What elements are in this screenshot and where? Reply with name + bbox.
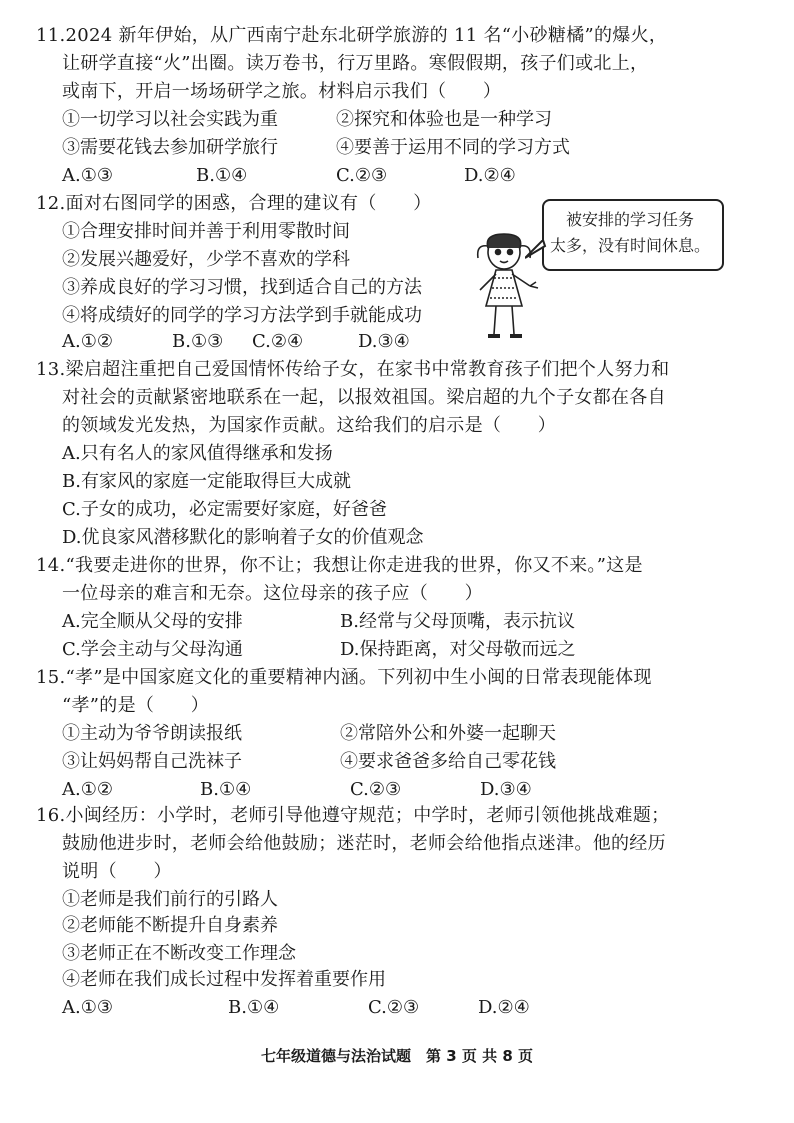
q14-stem-line-1: 14.“我要走进你的世界，你不让；我想让你走进我的世界，你又不来。”这是 <box>36 555 643 576</box>
q12-stem: 12.面对右图同学的困惑，合理的建议有（ ） <box>36 193 432 214</box>
q15-choice-a: A.①② <box>62 779 113 800</box>
q11-item-4: ④要善于运用不同的学习方式 <box>336 137 570 158</box>
q11-item-2: ②探究和体验也是一种学习 <box>336 109 552 130</box>
q15-stem-line-1: 15.“孝”是中国家庭文化的重要精神内涵。下列初中生小闽的日常表现能体现 <box>36 667 652 688</box>
q11-stem-line-3: 或南下，开启一场场研学之旅。材料启示我们（ ） <box>62 81 502 102</box>
q12-choice-c: C.②④ <box>252 331 304 352</box>
q13-choice-d: D.优良家风潜移默化的影响着子女的价值观念 <box>62 527 424 548</box>
q11-item-3: ③需要花钱去参加研学旅行 <box>62 137 278 158</box>
q16-stem-line-1: 16.小闽经历：小学时，老师引导他遵守规范；中学时，老师引领他挑战难题； <box>36 805 670 826</box>
q13-stem-line-2: 对社会的贡献紧密地联系在一起，以报效祖国。梁启超的九个子女都在各自 <box>62 387 666 408</box>
q15-item-4: ④要求爸爸多给自己零花钱 <box>340 751 556 772</box>
q12-item-3: ③养成良好的学习习惯，找到适合自己的方法 <box>62 277 422 298</box>
q16-choice-c: C.②③ <box>368 997 420 1018</box>
q16-choice-a: A.①③ <box>62 997 113 1018</box>
bubble-line-2: 太多，没有时间休息。 <box>550 236 711 255</box>
q13-choice-c: C.子女的成功，必定需要好家庭，好爸爸 <box>62 499 387 520</box>
q11-choice-c: C.②③ <box>336 165 388 186</box>
q15-choice-c: C.②③ <box>350 779 402 800</box>
q11-item-1: ①一切学习以社会实践为重 <box>62 109 278 130</box>
q15-choice-d: D.③④ <box>480 779 532 800</box>
q13-choice-a: A.只有名人的家风值得继承和发扬 <box>62 443 333 464</box>
q11-choice-a: A.①③ <box>62 165 113 186</box>
q12-choice-a: A.①② <box>62 331 113 352</box>
speech-bubble <box>542 199 724 271</box>
q15-item-3: ③让妈妈帮自己洗袜子 <box>62 751 242 772</box>
q12-choice-d: D.③④ <box>358 331 410 352</box>
q13-stem-line-3: 的领域发光发热，为国家作贡献。这给我们的启示是（ ） <box>62 415 557 436</box>
q14-choice-d: D.保持距离，对父母敬而远之 <box>340 639 576 660</box>
q15-item-1: ①主动为爷爷朗读报纸 <box>62 723 242 744</box>
page-footer: 七年级道德与法治试题 第 3 页 共 8 页 <box>261 1047 533 1065</box>
girl-illustration-icon <box>470 228 550 348</box>
q12-item-4: ④将成绩好的同学的学习方法学到手就能成功 <box>62 305 422 326</box>
q11-choice-b: B.①④ <box>196 165 248 186</box>
q15-choice-b: B.①④ <box>200 779 252 800</box>
q11-stem-line-2: 让研学直接“火”出圈。读万卷书，行万里路。寒假假期，孩子们或北上， <box>62 53 649 74</box>
q14-choice-b: B.经常与父母顶嘴，表示抗议 <box>340 611 575 632</box>
q12-item-2: ②发展兴趣爱好，少学不喜欢的学科 <box>62 249 350 270</box>
q16-item-2: ②老师能不断提升自身素养 <box>62 915 278 936</box>
q16-stem-line-3: 说明（ ） <box>62 861 172 882</box>
q11-choice-d: D.②④ <box>464 165 516 186</box>
q16-item-4: ④老师在我们成长过程中发挥着重要作用 <box>62 969 386 990</box>
q16-item-3: ③老师正在不断改变工作理念 <box>62 943 296 964</box>
q12-choice-b: B.①③ <box>172 331 224 352</box>
q13-choice-b: B.有家风的家庭一定能取得巨大成就 <box>62 471 351 492</box>
q14-stem-line-2: 一位母亲的难言和无奈。这位母亲的孩子应（ ） <box>62 583 483 604</box>
q14-choice-a: A.完全顺从父母的安排 <box>62 611 243 632</box>
q15-stem-line-2: “孝”的是（ ） <box>62 695 210 716</box>
q16-choice-d: D.②④ <box>478 997 530 1018</box>
q15-item-2: ②常陪外公和外婆一起聊天 <box>340 723 556 744</box>
q13-stem-line-1: 13.梁启超注重把自己爱国情怀传给子女，在家书中常教育孩子们把个人努力和 <box>36 359 670 380</box>
q14-choice-c: C.学会主动与父母沟通 <box>62 639 243 660</box>
q16-stem-line-2: 鼓励他进步时，老师会给他鼓励；迷茫时，老师会给他指点迷津。他的经历 <box>62 833 666 854</box>
bubble-line-1: 被安排的学习任务 <box>566 210 695 229</box>
q11-stem-line-1: 11.2024 新年伊始，从广西南宁赴东北研学旅游的 11 名“小砂糖橘”的爆火， <box>36 25 668 46</box>
q12-item-1: ①合理安排时间并善于利用零散时间 <box>62 221 350 242</box>
q16-choice-b: B.①④ <box>228 997 280 1018</box>
q16-item-1: ①老师是我们前行的引路人 <box>62 889 278 910</box>
